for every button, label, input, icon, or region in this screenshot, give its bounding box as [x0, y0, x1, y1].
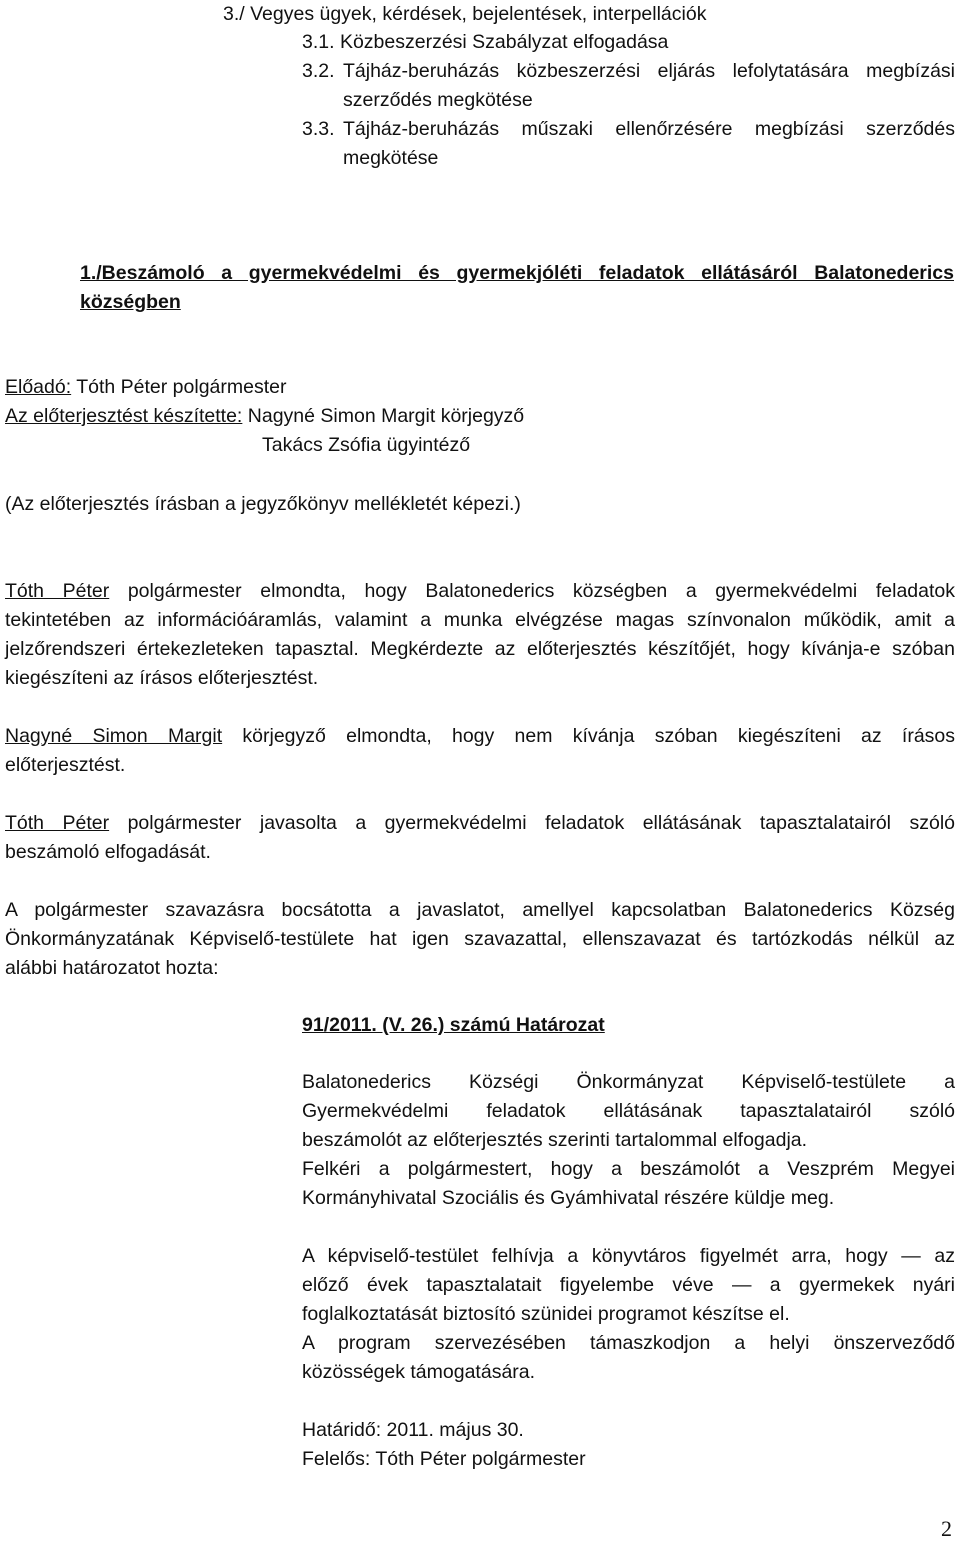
paragraph-1-line2: tekintetében az információáramlás, valamint a munka elvégzése magas színvonalon működik, amit a: [5, 609, 955, 631]
attachment-note: (Az előterjesztés írásban a jegyzőkönyv mellékletét képezi.): [5, 493, 521, 515]
resolution-text-1-line1: Balatonederics Községi Önkormányzat Képviselő-testülete a: [302, 1071, 955, 1093]
resolution-deadline: Határidő: 2011. május 30.: [302, 1419, 524, 1441]
speaker-name: Nagyné Simon Margit: [5, 725, 223, 747]
resolution-text-3-line3: foglalkoztatását biztosító szünidei programot készítse el.: [302, 1303, 790, 1325]
resolution-text-1-line2: Gyermekvédelmi feladatok ellátásának tapasztalatairól szóló: [302, 1100, 955, 1122]
presenter-line: [5, 373, 286, 402]
resolution-text-4-line1: A program szervezésében támaszkodjon a helyi önszerveződő: [302, 1332, 955, 1354]
section-title-line2: községben: [80, 291, 181, 313]
resolution-text-3-line2: előző évek tapasztalatait figyelembe véve — a gyermekek nyári: [302, 1274, 955, 1296]
agenda-item-2-line2: szerződés megkötése: [343, 89, 533, 111]
paragraph-4-line3: alábbi határozatot hozta:: [5, 957, 219, 979]
paragraph-3-line1: Tóth Péter polgármester javasolta a gyermekvédelmi feladatok ellátásának tapasztalatairól szóló: [5, 812, 955, 834]
agenda-item-3-number: 3.3.: [302, 118, 335, 140]
paragraph-1-line3: jelzőrendszeri értekezleteken tapasztal. Megkérdezte az előterjesztés készítőjét, hogy kívánja-e szóban: [5, 638, 955, 660]
presenter-label: Előadó:: [5, 376, 72, 398]
paragraph-1-line4: kiegészíteni az írásos előterjesztést.: [5, 667, 319, 689]
speaker-name: Tóth Péter: [5, 580, 110, 602]
resolution-title: 91/2011. (V. 26.) számú Határozat: [302, 1014, 605, 1036]
agenda-item-2-line1: Tájház-beruházás közbeszerzési eljárás lefolytatására megbízási: [343, 60, 955, 82]
prepared-by-label: Az előterjesztést készítette:: [5, 405, 243, 427]
paragraph-2-line2: előterjesztést.: [5, 754, 126, 776]
agenda-heading: 3./ Vegyes ügyek, kérdések, bejelentések, interpellációk: [223, 3, 707, 25]
presenter-value: Tóth Péter polgármester: [71, 376, 287, 398]
paragraph-3-line2: beszámoló elfogadását.: [5, 841, 211, 863]
paragraph-2-line1: Nagyné Simon Margit körjegyző elmondta, hogy nem kívánja szóban kiegészíteni az írásos: [5, 725, 956, 747]
resolution-responsible: Felelős: Tóth Péter polgármester: [302, 1448, 586, 1470]
second-preparer: Takács Zsófia ügyintéző: [262, 434, 471, 456]
resolution-text-4-line2: közösségek támogatására.: [302, 1361, 536, 1383]
resolution-text-3-line1: A képviselő-testület felhívja a könyvtáros figyelmét arra, hogy — az: [302, 1245, 955, 1267]
speaker-name: Tóth Péter: [5, 812, 110, 834]
resolution-text-2-line2: Kormányhivatal Szociális és Gyámhivatal részére küldje meg.: [302, 1187, 835, 1209]
paragraph-1-line1: Tóth Péter polgármester elmondta, hogy Balatonederics községben a gyermekvédelmi feladatok: [5, 580, 955, 602]
paragraph-4-line2: Önkormányzatának Képviselő-testülete hat igen szavazattal, ellenszavazat és tartózkodás nélkül az: [5, 928, 955, 950]
prepared-by-value: Nagyné Simon Margit körjegyző: [242, 405, 525, 427]
section-title-line1: 1./Beszámoló a gyermekvédelmi és gyermekjóléti feladatok ellátásáról Balatonederics: [80, 262, 954, 284]
agenda-item-2-number: 3.2.: [302, 60, 335, 82]
agenda-item-3-line2: megkötése: [343, 147, 439, 169]
prepared-by-line: [5, 402, 524, 431]
page-number: 2: [941, 1516, 952, 1541]
paragraph-4-line1: A polgármester szavazásra bocsátotta a javaslatot, amellyel kapcsolatban Balatonederics Község: [5, 899, 955, 921]
agenda-item-1: 3.1. Közbeszerzési Szabályzat elfogadása: [302, 31, 669, 53]
agenda-item-3-line1: Tájház-beruházás műszaki ellenőrzésére megbízási szerződés: [343, 118, 955, 140]
resolution-text-2-line1: Felkéri a polgármestert, hogy a beszámolót a Veszprém Megyei: [302, 1158, 955, 1180]
resolution-text-1-line3: beszámolót az előterjesztés szerinti tartalommal elfogadja.: [302, 1129, 808, 1151]
